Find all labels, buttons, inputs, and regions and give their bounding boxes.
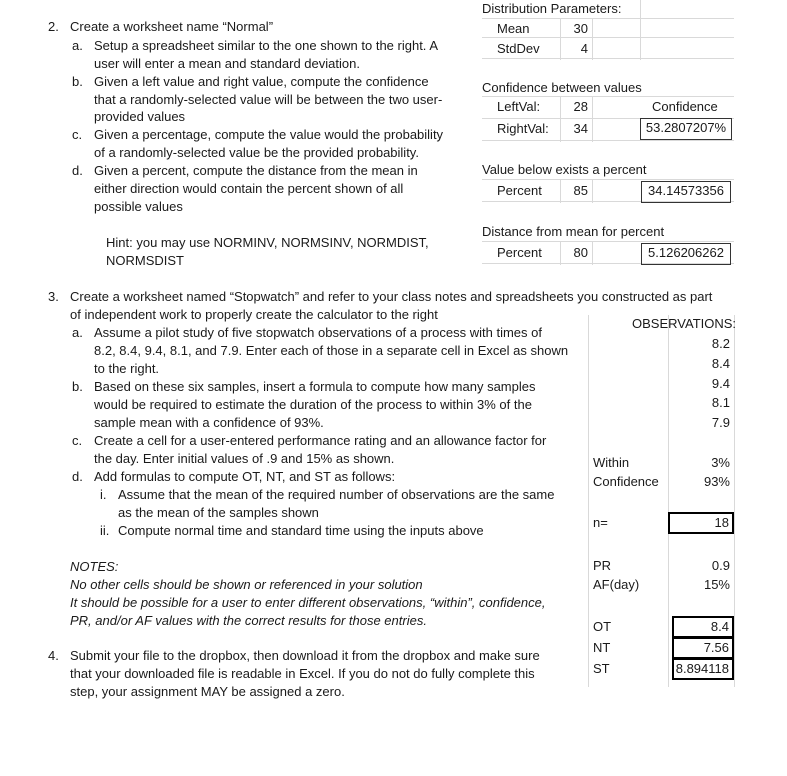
q3-item-b-line3: sample mean with a confidence of 93%. [94,415,324,430]
q2-item-b-line2: that a randomly-selected value will be between the two user- [94,92,443,107]
stddev-label: StdDev [497,41,540,56]
q3-item-b-letter: b. [72,379,83,394]
observation-5[interactable]: 7.9 [711,415,730,430]
distance-result: 5.126206262 [641,243,731,265]
n-label: n= [593,515,608,530]
observation-1[interactable]: 8.2 [711,336,730,351]
stddev-value[interactable]: 4 [580,41,588,56]
ot-result: 8.4 [672,616,734,638]
pr-value[interactable]: 0.9 [711,558,730,573]
below-percent-label: Percent [497,183,542,198]
pr-label: PR [593,558,612,573]
q2-item-c-letter: c. [72,127,83,142]
af-value[interactable]: 15% [703,577,730,592]
distance-title: Distance from mean for percent [482,224,665,239]
q2-item-b-line3: provided values [94,109,186,124]
q2-item-b-letter: b. [72,74,83,89]
q3-line2: of independent work to properly create the calculator to the right [70,307,438,322]
q2-hint-line2: NORMSDIST [106,253,184,268]
confidence-label: Confidence [593,474,659,489]
q3-item-c-letter: c. [72,433,83,448]
q2-item-d-line1: Given a percent, compute the distance from the mean in [94,163,418,178]
confidence-value[interactable]: 93% [703,474,730,489]
leftval-value[interactable]: 28 [573,99,588,114]
rightval-value[interactable]: 34 [573,121,588,136]
q3-item-d-line1: Add formulas to compute OT, NT, and ST as follows: [94,469,396,484]
within-label: Within [593,455,630,470]
mean-value[interactable]: 30 [573,21,588,36]
q2-item-d-letter: d. [72,163,83,178]
observation-4[interactable]: 8.1 [711,395,730,410]
distance-percent-label: Percent [497,245,542,260]
observations-title: OBSERVATIONS: [632,316,737,331]
q2-title: Create a worksheet name “Normal” [70,19,274,34]
q3-sub-ii-num: ii. [100,523,110,538]
notes-heading: NOTES: [70,559,119,574]
below-percent-value[interactable]: 85 [573,183,588,198]
q2-item-c-line1: Given a percentage, compute the value would the probability [94,127,444,142]
observation-3[interactable]: 9.4 [711,376,730,391]
q3-number: 3. [48,289,59,304]
q2-item-a-line2: user will enter a mean and standard deviation. [94,56,360,71]
distance-percent-value[interactable]: 80 [573,245,588,260]
q4-line1: Submit your file to the dropbox, then download it from the dropbox and make sure [70,648,540,663]
q3-sub-i-line1: Assume that the mean of the required number of observations are the same [118,487,555,502]
q2-hint-line1: Hint: you may use NORMINV, NORMSINV, NORMDIST, [106,235,429,250]
confidence-result: 53.2807207% [640,118,732,140]
q3-item-c-line1: Create a cell for a user-entered performance rating and an allowance factor for [94,433,547,448]
conf-between-title: Confidence between values [482,80,642,95]
observation-2[interactable]: 8.4 [711,356,730,371]
confidence-header: Confidence [652,99,718,114]
q4-line2: that your downloaded file is readable in Excel. If you do not do fully complete this [70,666,535,681]
notes-line2: It should be possible for a user to enter different observations, “within”, confidence, [70,595,546,610]
dist-params-title: Distribution Parameters: [482,1,622,16]
q4-number: 4. [48,648,59,663]
q3-sub-i-line2: as the mean of the samples shown [118,505,319,520]
nt-label: NT [593,640,611,655]
q3-item-a-line1: Assume a pilot study of five stopwatch observations of a process with times of [94,325,542,340]
q3-sub-i-num: i. [100,487,107,502]
leftval-label: LeftVal: [497,99,541,114]
q3-line1: Create a worksheet named “Stopwatch” and refer to your class notes and spreadsheets you constructed as part [70,289,713,304]
n-result: 18 [668,512,734,534]
notes-line3: PR, and/or AF values with the correct results for those entries. [70,613,427,628]
q2-number: 2. [48,19,59,34]
mean-label: Mean [497,21,530,36]
rightval-label: RightVal: [497,121,549,136]
q2-item-d-line3: possible values [94,199,183,214]
within-value[interactable]: 3% [711,455,730,470]
q3-sub-ii-line1: Compute normal time and standard time using the inputs above [118,523,484,538]
q2-item-a-letter: a. [72,38,83,53]
notes-line1: No other cells should be shown or referenced in your solution [70,577,423,592]
q2-item-c-line2: of a randomly-selected value be the provided probability. [94,145,419,160]
q3-item-a-line3: to the right. [94,361,160,376]
value-below-title: Value below exists a percent [482,162,647,177]
q2-item-b-line1: Given a left value and right value, compute the confidence [94,74,429,89]
ot-label: OT [593,619,612,634]
q3-item-a-letter: a. [72,325,83,340]
q2-item-a-line1: Setup a spreadsheet similar to the one shown to the right. A [94,38,438,53]
q2-item-d-line2: either direction would contain the percent shown of all [94,181,404,196]
q3-item-c-line2: the day. Enter initial values of .9 and 15% as shown. [94,451,395,466]
nt-result: 7.56 [672,637,734,659]
st-result: 8.894118 [672,658,734,680]
af-label: AF(day) [593,577,640,592]
below-result: 34.14573356 [641,181,731,203]
q3-item-d-letter: d. [72,469,83,484]
q3-item-a-line2: 8.2, 8.4, 9.4, 8.1, and 7.9. Enter each of those in a separate cell in Excel as shown [94,343,569,358]
q4-line3: step, your assignment MAY be assigned a zero. [70,684,345,699]
q3-item-b-line1: Based on these six samples, insert a formula to compute how many samples [94,379,536,394]
st-label: ST [593,661,610,676]
q3-item-b-line2: would be required to estimate the duration of the process to within 3% of the [94,397,532,412]
